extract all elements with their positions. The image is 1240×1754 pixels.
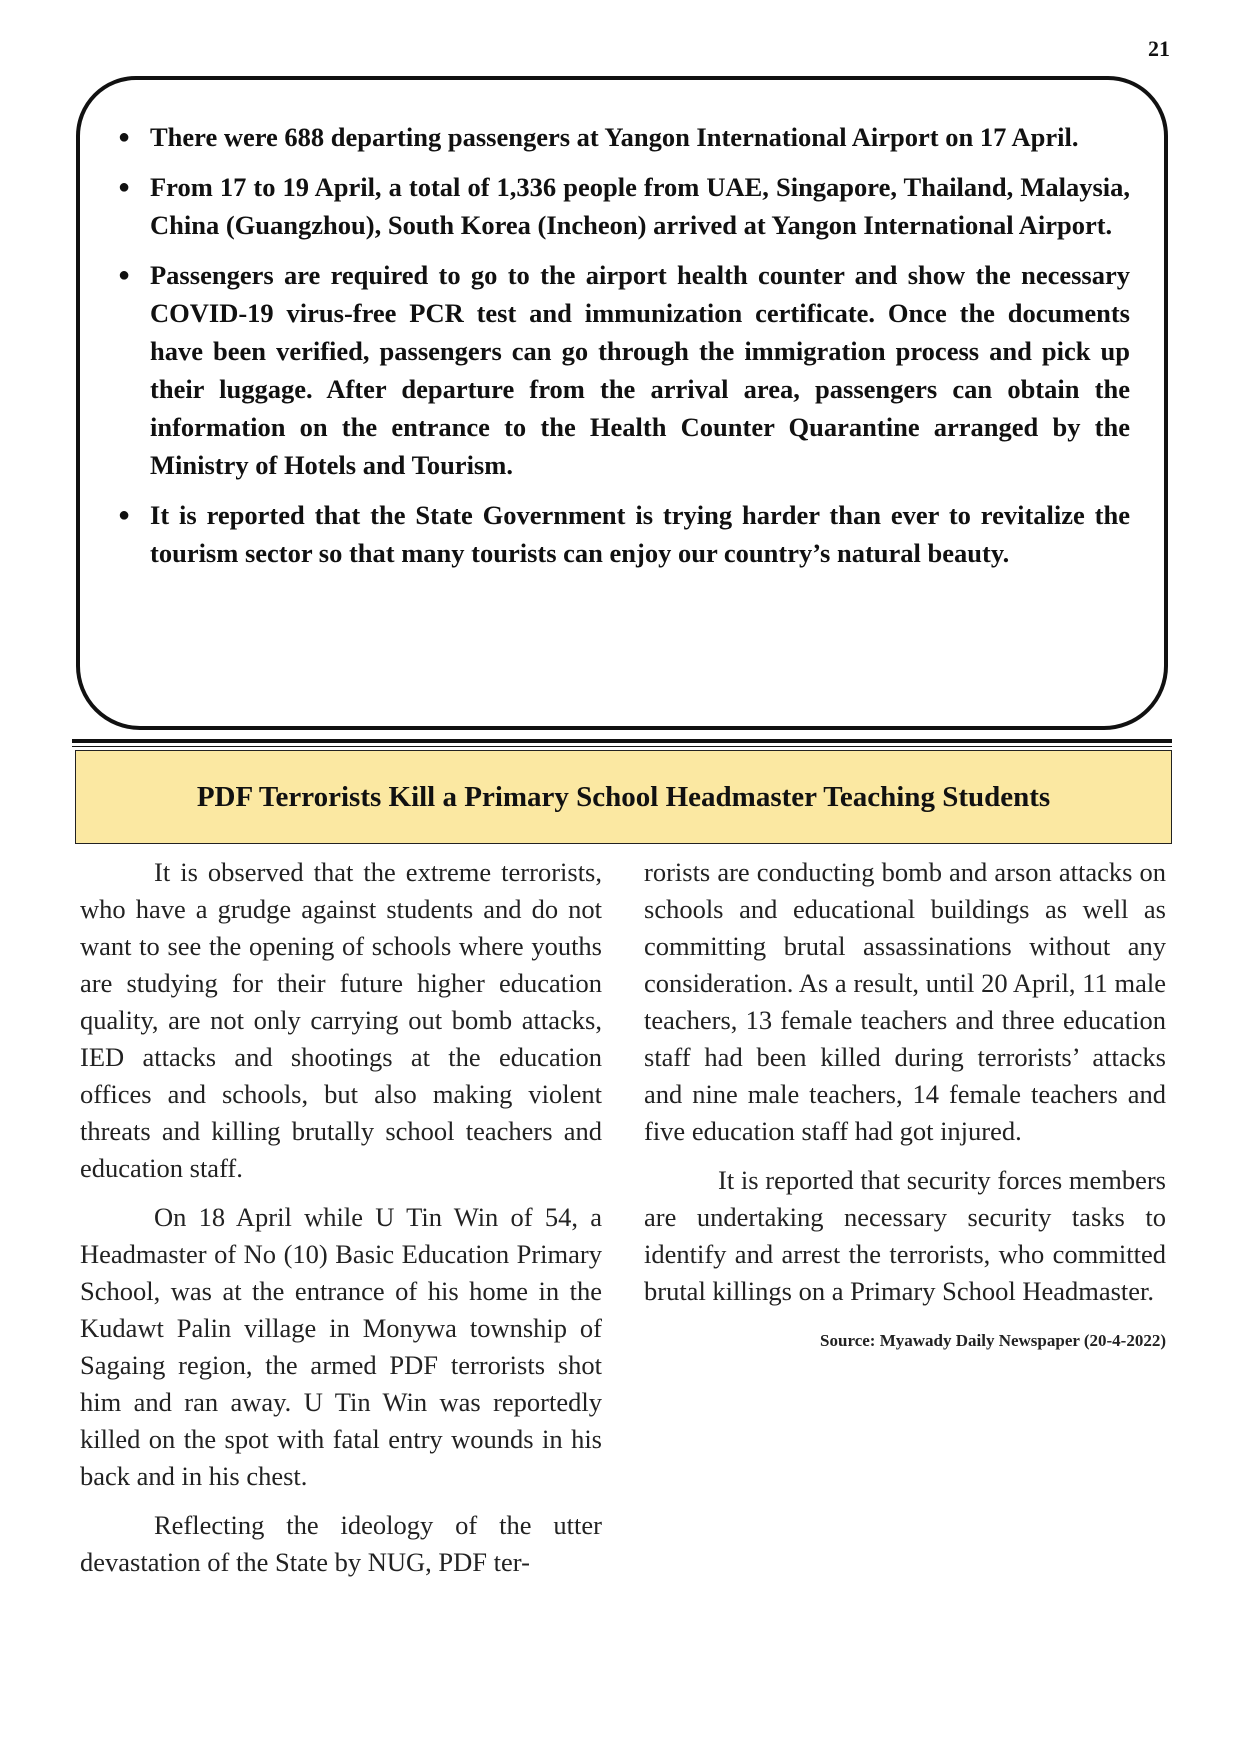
article-headline: PDF Terrorists Kill a Primary School Headmaster Teaching Students [196, 780, 1051, 813]
bullet-text: Passengers are required to go to the airport health counter and show the necessary COVID-19 virus-free PCR test and immunization certificate. Once the documents have been verified, passengers can go through the immigration process and pick up their luggage. After departure from the arrival area, passengers can obtain the information on the entrance to the Health Counter Quarantine arranged by the Ministry of Hotels and Tourism. [150, 260, 1130, 480]
bullet-text: There were 688 departing passengers at Yangon International Airport on 17 April. [150, 122, 1079, 152]
bullet-dot-icon: ● [118, 504, 131, 526]
article-paragraph: On 18 April while U Tin Win of 54, a Headmaster of No (10) Basic Education Primary School, was at the entrance of his home in the Kudawt Palin village in Monywa township of Sagaing region, the armed PDF terrorists shot him and ran away. U Tin Win was reportedly killed on the spot with fatal entry wounds in his back and in his chest. [80, 1202, 602, 1491]
bullet-dot-icon: ● [118, 264, 131, 286]
bullet-text: It is reported that the State Government is trying harder than ever to revitalize the tourism sector so that many tourists can enjoy our country’s natural beauty. [150, 500, 1130, 568]
bullet-item [110, 496, 1130, 572]
article-paragraph: Reflecting the ideology of the utter devastation of the State by NUG, PDF ter- [80, 1510, 602, 1577]
article-source: Source: Myawady Daily Newspaper (20-4-2022) [820, 1331, 1166, 1350]
section-divider-thin [72, 746, 1172, 747]
bullet-dot-icon: ● [118, 176, 131, 198]
bullet-item [110, 168, 1130, 244]
summary-box [76, 76, 1168, 730]
article-right-column [644, 854, 1166, 1371]
article-paragraph: It is observed that the extreme terrorists, who have a grudge against students and do not want to see the opening of schools where youths are studying for their future higher education quality, are not only carrying out bomb attacks, IED attacks and shootings at the education offices and schools, but also making violent threats and killing brutally school teachers and education staff. [80, 857, 602, 1183]
page-number: 21 [1148, 36, 1170, 61]
bullet-text: From 17 to 19 April, a total of 1,336 people from UAE, Singapore, Thailand, Malaysia, China (Guangzhou), South Korea (Incheon) arrived at Yangon International Airport. [150, 172, 1130, 240]
article-paragraph-continued: rorists are conducting bomb and arson attacks on schools and educational buildings as well as committing brutal assassinations without any consideration. As a result, until 20 April, 11 male teachers, 13 female teachers and three education staff had been killed during terrorists’ attacks and nine male teachers, 14 female teachers and five education staff had got injured. [644, 857, 1166, 1146]
article-left-column [80, 854, 602, 1593]
bullet-item [110, 118, 1130, 156]
article-paragraph: It is reported that security forces members are undertaking necessary security tasks to identify and arrest the terrorists, who committed brutal killings on a Primary School Headmaster. [644, 1165, 1166, 1306]
bullet-item [110, 256, 1130, 484]
bullet-dot-icon: ● [118, 126, 131, 148]
headline-banner [75, 750, 1172, 844]
summary-bullet-list [110, 118, 1130, 572]
section-divider [72, 739, 1172, 743]
